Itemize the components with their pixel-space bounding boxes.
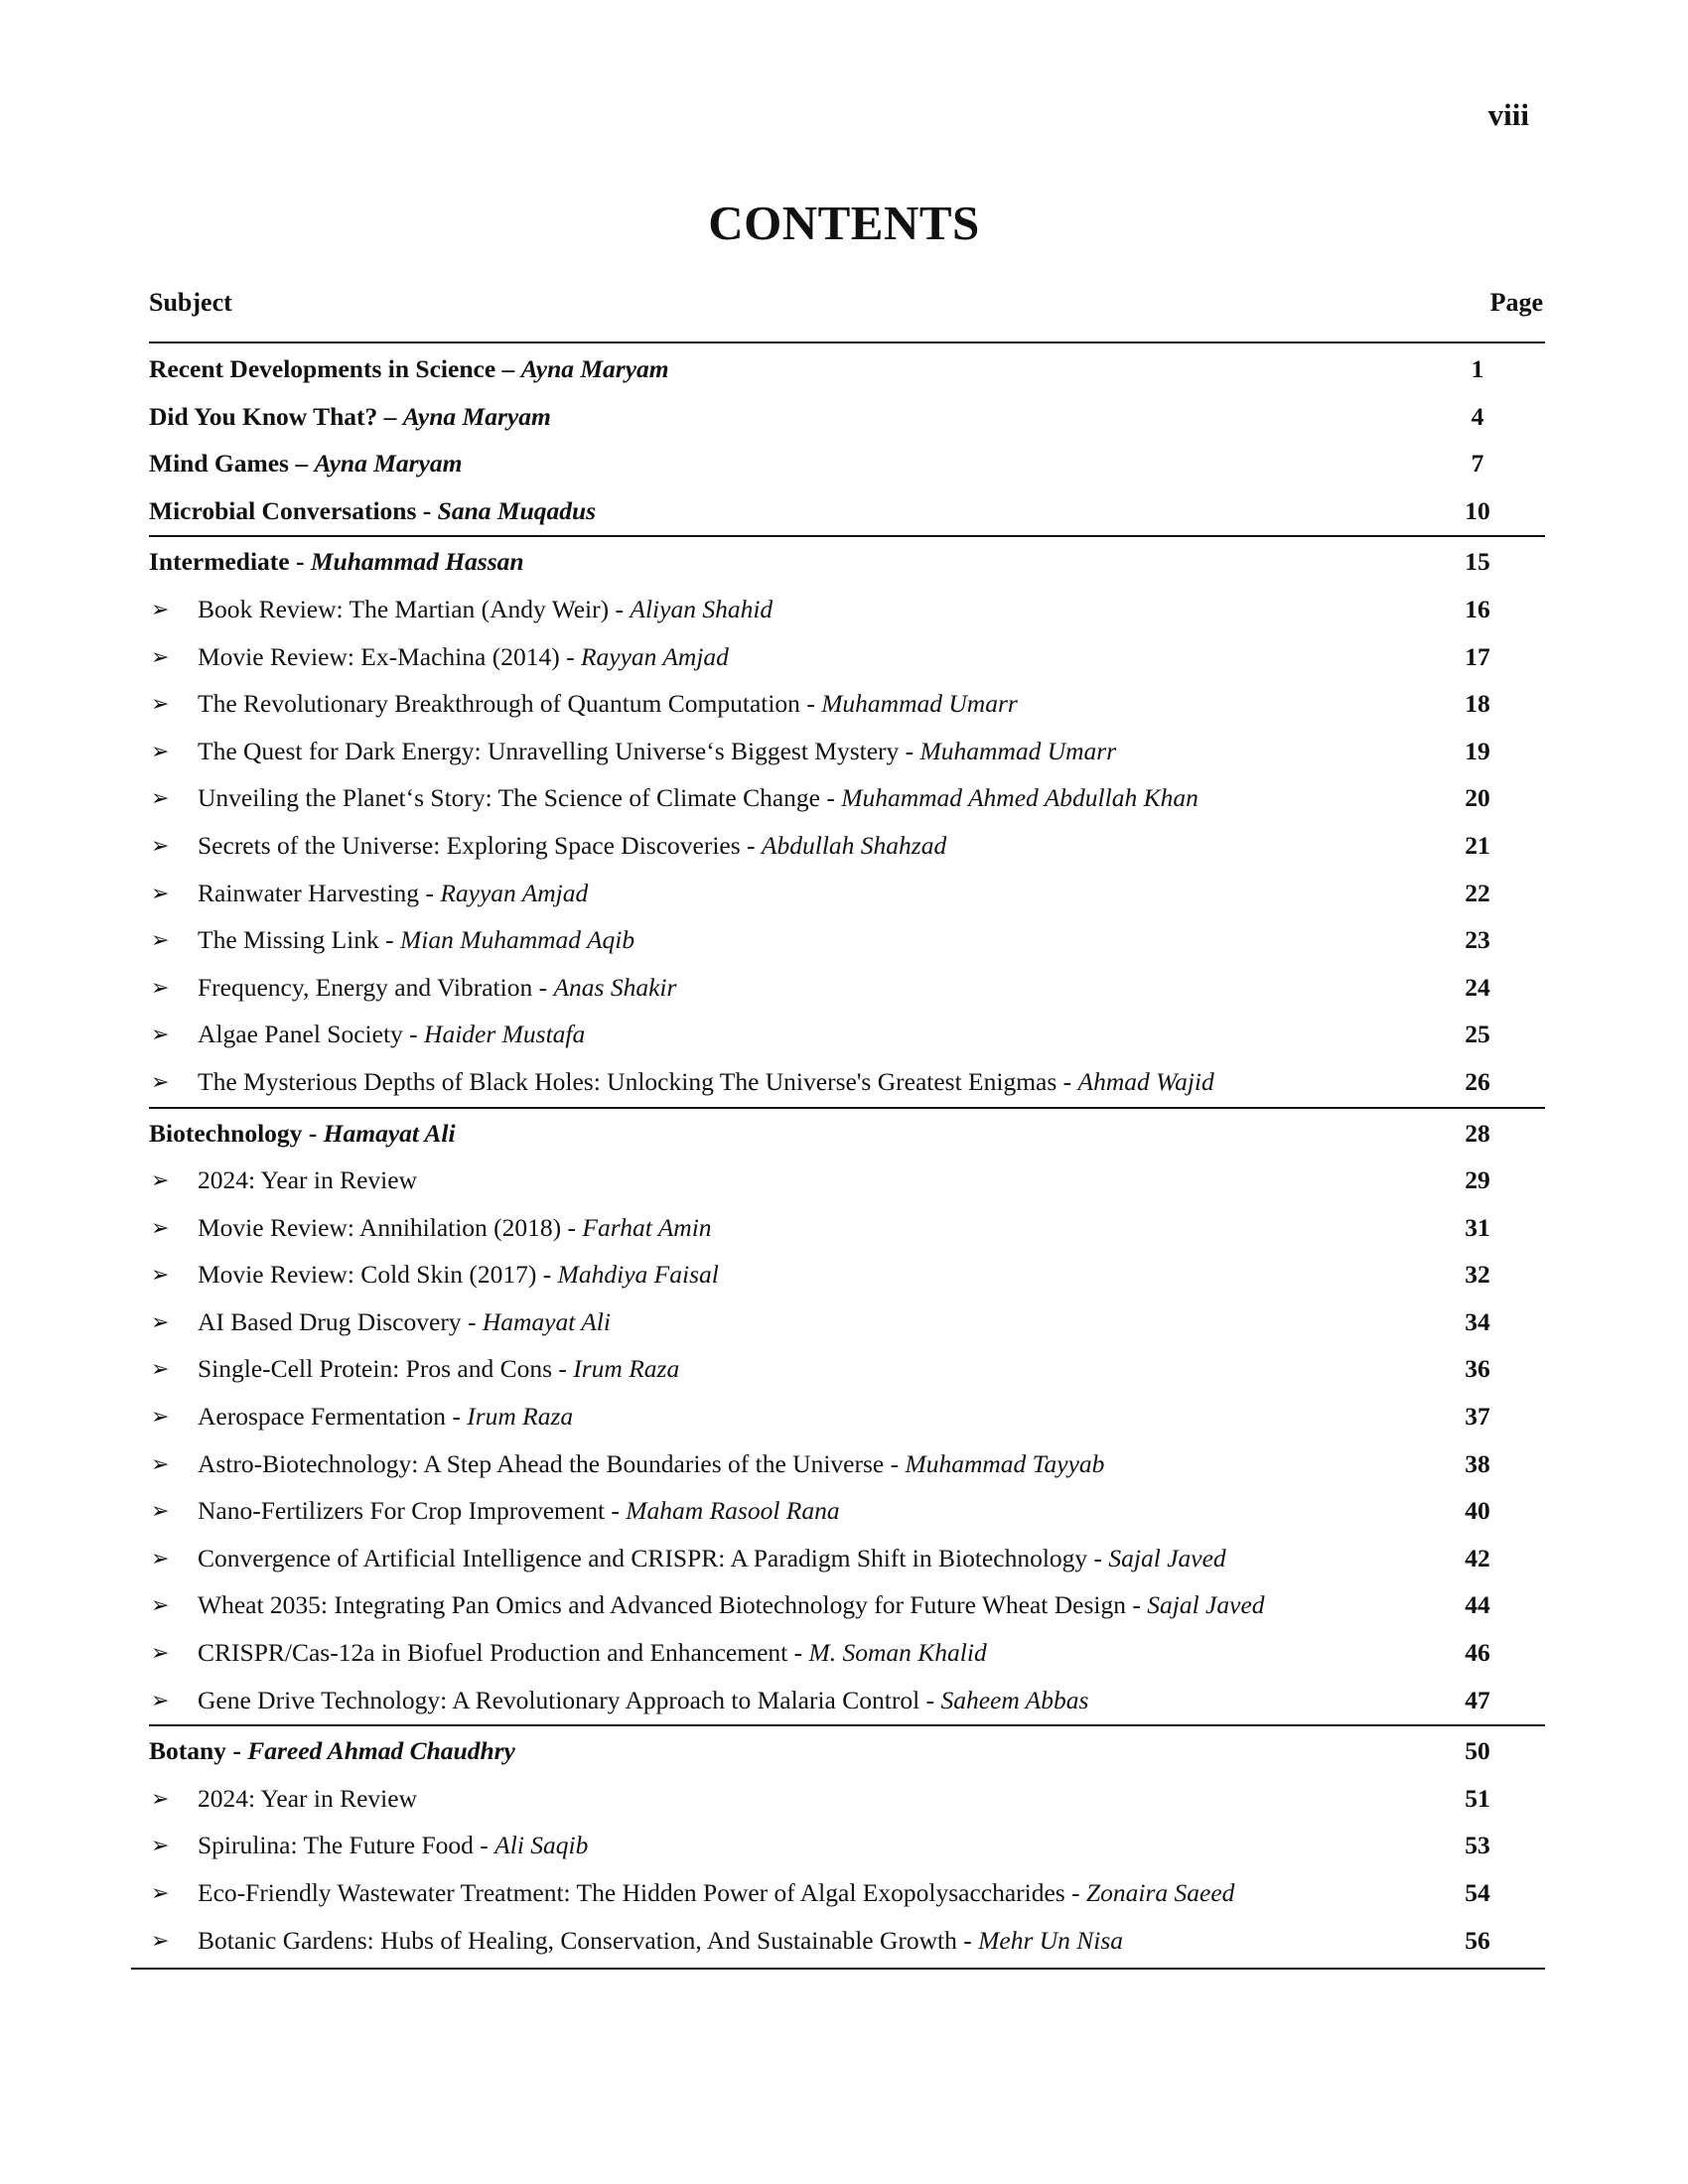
entry-title: Rainwater Harvesting [198,878,420,907]
entry-author: Saheem Abbas [940,1685,1089,1714]
arrowhead-bullet-icon: ➢ [151,1356,170,1382]
entry-title: Single-Cell Protein: Pros and Cons [198,1354,552,1384]
entry-page-number: 37 [1465,1402,1490,1432]
toc-article-entry[interactable] [149,1581,1545,1629]
entry-page-number: 34 [1465,1306,1490,1336]
entry-text [198,870,588,917]
arrowhead-bullet-icon: ➢ [151,974,170,1000]
entry-text [149,440,462,487]
entry-separator: - [605,1496,627,1526]
entry-title: Book Review: The Martian (Andy Weir) [198,594,610,623]
entry-title: Biotechnology [149,1118,303,1148]
entry-separator: - [819,783,842,813]
entry-text [198,1917,1123,1965]
arrowhead-bullet-icon: ➢ [151,927,170,953]
toc-article-entry[interactable] [149,1298,1545,1346]
toc-section-entry[interactable] [149,440,1545,487]
entry-title: Movie Review: Annihilation (2018) [198,1212,562,1242]
entry-title: AI Based Drug Discovery [198,1306,462,1336]
entry-text [198,1629,987,1677]
entry-page-number: 26 [1465,1066,1490,1096]
entry-separator: - [559,641,581,671]
entry-separator: - [289,547,311,577]
entry-title: Spirulina: The Future Food [198,1831,474,1860]
toc-article-entry[interactable] [149,964,1545,1012]
entry-page-number: 7 [1471,449,1484,478]
page-column-header: Page [1489,288,1543,317]
entry-page-number: 38 [1465,1448,1490,1478]
toc-article-entry[interactable] [149,1011,1545,1058]
toc-article-entry[interactable] [149,1917,1545,1965]
toc-article-entry[interactable] [149,1345,1545,1393]
entry-separator: - [899,736,920,765]
entry-separator: - [799,689,822,719]
entry-title: Aerospace Fermentation [198,1402,446,1432]
entry-author: Rayyan Amjad [580,641,729,671]
entry-author: Sajal Javed [1108,1543,1226,1572]
entry-separator: - [552,1354,574,1384]
toc-article-entry[interactable] [149,1058,1545,1106]
toc-article-entry[interactable] [149,1822,1545,1869]
entry-page-number: 21 [1465,830,1490,860]
entry-separator: - [225,1736,248,1766]
entry-page-number: 46 [1465,1638,1490,1668]
toc-article-entry[interactable] [149,1487,1545,1535]
entry-title: Secrets of the Universe: Exploring Space Discoveries [198,830,741,860]
entry-title: Nano-Fertilizers For Crop Improvement [198,1496,606,1526]
arrowhead-bullet-icon: ➢ [151,1880,170,1905]
arrowhead-bullet-icon: ➢ [151,1022,170,1047]
arrowhead-bullet-icon: ➢ [151,832,170,858]
arrowhead-bullet-icon: ➢ [151,1545,170,1570]
entry-separator: - [378,925,400,955]
section-divider [149,1107,1545,1109]
toc-article-entry[interactable] [149,1677,1545,1724]
entry-author: M. Soman Khalid [808,1638,987,1668]
entry-title: Convergence of Artificial Intelligence and CRISPR: A Paradigm Shift in Biotechnology [198,1543,1088,1572]
toc-article-entry[interactable] [149,1393,1545,1440]
entry-author: Muhammad Umarr [919,736,1117,765]
arrowhead-bullet-icon: ➢ [151,691,170,717]
arrowhead-bullet-icon: ➢ [151,1833,170,1858]
toc-section-entry[interactable] [149,1110,1545,1158]
entry-text [198,633,729,681]
entry-author: Abdullah Shahzad [761,830,947,860]
entry-text [149,1727,515,1775]
entry-title: The Quest for Dark Energy: Unravelling Universe‘s Biggest Mystery [198,736,900,765]
toc-article-entry[interactable] [149,586,1545,633]
entry-page-number: 22 [1465,878,1490,907]
entry-text [198,1251,719,1298]
entry-page-number: 42 [1465,1543,1490,1572]
arrowhead-bullet-icon: ➢ [151,1498,170,1524]
entry-separator: - [532,972,554,1002]
entry-separator: - [473,1831,495,1860]
entry-separator: - [402,1020,425,1049]
entry-text [198,680,1018,728]
entry-page-number: 1 [1471,354,1484,383]
entry-page-number: 50 [1465,1736,1490,1766]
entry-separator: - [1064,1878,1086,1907]
entry-author: Ayna Maryam [314,449,463,478]
entry-text [149,393,551,441]
entry-title: 2024: Year in Review [198,1165,417,1195]
entry-text [149,1110,456,1158]
entry-author: Muhammad Umarr [821,689,1018,719]
table-of-contents [149,345,1545,1970]
entry-text [198,1058,1214,1106]
entry-author: Farhat Amin [582,1212,712,1242]
entry-text [198,1869,1234,1917]
entry-text [198,1204,712,1252]
bottom-rule [131,1968,1545,1970]
entry-page-number: 28 [1465,1118,1490,1148]
entry-title: Unveiling the Planet‘s Story: The Science of Climate Change [198,783,820,813]
entry-separator: - [884,1448,906,1478]
subject-column-header: Subject [149,288,232,317]
entry-page-number: 24 [1465,972,1490,1002]
entry-text [198,1487,840,1535]
entry-separator: – [495,354,521,383]
toc-section-entry[interactable] [149,393,1545,441]
entry-text [149,538,524,586]
toc-article-entry[interactable] [149,633,1545,681]
arrowhead-bullet-icon: ➢ [151,1214,170,1240]
entry-title: Eco-Friendly Wastewater Treatment: The Hidden Power of Algal Exopolysaccharides [198,1878,1065,1907]
entry-page-number: 19 [1465,736,1490,765]
entry-page-number: 20 [1465,783,1490,813]
entry-page-number: 53 [1465,1831,1490,1860]
entry-separator: - [1126,1590,1148,1620]
entry-author: Sajal Javed [1147,1590,1265,1620]
entry-title: Botany [149,1736,226,1766]
entry-title: The Mysterious Depths of Black Holes: Unlocking The Universe's Greatest Enigmas [198,1066,1057,1096]
entry-author: Ayna Maryam [402,401,551,431]
entry-separator: – [377,401,403,431]
entry-page-number: 17 [1465,641,1490,671]
entry-title: Astro-Biotechnology: A Step Ahead the Boundaries of the Universe [198,1448,885,1478]
arrowhead-bullet-icon: ➢ [151,1927,170,1953]
entry-separator: - [956,1925,979,1955]
toc-article-entry[interactable] [149,1440,1545,1488]
entry-author: Mian Muhammad Aqib [400,925,635,955]
entry-author: Fareed Ahmad Chaudhry [247,1736,515,1766]
entry-author: Anas Shakir [553,972,677,1002]
entry-author: Sana Muqadus [437,495,597,525]
entry-page-number: 16 [1465,594,1490,623]
entry-separator: - [445,1402,468,1432]
entry-author: Ahmad Wajid [1077,1066,1214,1096]
entry-page-number: 36 [1465,1354,1490,1384]
entry-separator: - [302,1118,324,1148]
arrowhead-bullet-icon: ➢ [151,1308,170,1334]
entry-separator: - [461,1306,483,1336]
toc-article-entry[interactable] [149,1535,1545,1582]
entry-text [198,1298,611,1346]
entry-text [198,964,676,1012]
entry-author: Irum Raza [467,1402,574,1432]
entry-separator: - [1087,1543,1109,1572]
entry-page-number: 44 [1465,1590,1490,1620]
entry-title: Recent Developments in Science [149,354,496,383]
entry-author: Ayna Maryam [520,354,669,383]
entry-author: Hamayat Ali [323,1118,456,1148]
entry-title: Gene Drive Technology: A Revolutionary Approach to Malaria Control [198,1685,920,1714]
toc-article-entry[interactable] [149,680,1545,728]
entry-page-number: 54 [1465,1878,1490,1907]
entry-page-number: 15 [1465,547,1490,577]
entry-title: Botanic Gardens: Hubs of Healing, Conservation, And Sustainable Growth [198,1925,957,1955]
toc-section-entry[interactable] [149,345,1545,393]
entry-separator: - [1056,1066,1078,1096]
entry-page-number: 31 [1465,1212,1490,1242]
entry-separator: - [536,1260,558,1290]
entry-text [198,728,1116,775]
toc-article-entry[interactable] [149,916,1545,964]
entry-text [149,487,596,535]
arrowhead-bullet-icon: ➢ [151,880,170,905]
section-divider [149,535,1545,537]
entry-title: Movie Review: Cold Skin (2017) [198,1260,537,1290]
toc-article-entry[interactable] [149,1204,1545,1252]
entry-separator: - [416,495,438,525]
entry-title: Mind Games [149,449,289,478]
entry-page-number: 29 [1465,1165,1490,1195]
entry-separator: – [288,449,315,478]
entry-author: Zonaira Saeed [1085,1878,1235,1907]
entry-separator: - [609,594,631,623]
entry-title: Algae Panel Society [198,1020,403,1049]
entry-text [198,1345,679,1393]
toc-article-entry[interactable] [149,870,1545,917]
entry-text [198,1535,1226,1582]
section-divider [149,1724,1545,1726]
entry-separator: - [919,1685,941,1714]
toc-article-entry[interactable] [149,728,1545,775]
toc-article-entry[interactable] [149,1157,1545,1204]
entry-title: Frequency, Energy and Vibration [198,972,533,1002]
entry-text [198,1775,417,1823]
entry-text [198,1677,1088,1724]
toc-section-entry[interactable] [149,538,1545,586]
arrowhead-bullet-icon: ➢ [151,1640,170,1666]
entry-title: CRISPR/Cas-12a in Biofuel Production and Enhancement [198,1638,788,1668]
entry-text [198,1011,585,1058]
toc-article-entry[interactable] [149,774,1545,822]
entry-author: Irum Raza [573,1354,680,1384]
arrowhead-bullet-icon: ➢ [151,1068,170,1094]
entry-title: Wheat 2035: Integrating Pan Omics and Advanced Biotechnology for Future Wheat Design [198,1590,1127,1620]
entry-author: Mahdiya Faisal [557,1260,719,1290]
entry-author: Haider Mustafa [424,1020,586,1049]
entry-author: Mehr Un Nisa [978,1925,1124,1955]
entry-title: Did You Know That? [149,401,378,431]
page-number: viii [1487,97,1529,132]
entry-title: Movie Review: Ex-Machina (2014) [198,641,560,671]
arrowhead-bullet-icon: ➢ [151,596,170,621]
entry-text [198,1157,417,1204]
entry-text [198,822,946,870]
entry-author: Rayyan Amjad [440,878,589,907]
toc-article-entry[interactable] [149,1251,1545,1298]
arrowhead-bullet-icon: ➢ [151,643,170,669]
arrowhead-bullet-icon: ➢ [151,1262,170,1288]
entry-author: Hamayat Ali [482,1306,611,1336]
entry-title: The Revolutionary Breakthrough of Quantum Computation [198,689,800,719]
entry-page-number: 51 [1465,1783,1490,1813]
toc-section-entry[interactable] [149,487,1545,535]
entry-page-number: 10 [1465,495,1490,525]
arrowhead-bullet-icon: ➢ [151,1167,170,1193]
arrowhead-bullet-icon: ➢ [151,1450,170,1476]
page-title: CONTENTS [708,196,980,250]
arrowhead-bullet-icon: ➢ [151,1785,170,1811]
entry-text [198,916,634,964]
entry-text [198,774,1198,822]
entry-author: Ali Saqib [494,1831,589,1860]
entry-page-number: 18 [1465,689,1490,719]
entry-separator: - [740,830,762,860]
entry-title: The Missing Link [198,925,379,955]
header-rule [149,341,1545,343]
entry-page-number: 47 [1465,1685,1490,1714]
arrowhead-bullet-icon: ➢ [151,738,170,763]
toc-article-entry[interactable] [149,822,1545,870]
arrowhead-bullet-icon: ➢ [151,785,170,811]
entry-page-number: 32 [1465,1260,1490,1290]
toc-section-entry[interactable] [149,1727,1545,1775]
entry-separator: - [561,1212,583,1242]
entry-title: Intermediate [149,547,290,577]
arrowhead-bullet-icon: ➢ [151,1592,170,1618]
entry-page-number: 25 [1465,1020,1490,1049]
entry-page-number: 4 [1471,401,1484,431]
entry-text [198,1440,1104,1488]
entry-page-number: 23 [1465,925,1490,955]
entry-separator: - [787,1638,809,1668]
arrowhead-bullet-icon: ➢ [151,1404,170,1430]
entry-separator: - [419,878,441,907]
arrowhead-bullet-icon: ➢ [151,1687,170,1712]
entry-author: Muhammad Ahmed Abdullah Khan [841,783,1198,813]
entry-author: Muhammad Hassan [310,547,524,577]
entry-text [198,586,773,633]
entry-page-number: 56 [1465,1925,1490,1955]
entry-author: Muhammad Tayyab [905,1448,1105,1478]
entry-text [198,1581,1265,1629]
entry-text [149,345,669,393]
toc-article-entry[interactable] [149,1775,1545,1823]
entry-author: Maham Rasool Rana [626,1496,840,1526]
toc-article-entry[interactable] [149,1869,1545,1917]
entry-title: Microbial Conversations [149,495,417,525]
entry-author: Aliyan Shahid [630,594,774,623]
entry-text [198,1822,588,1869]
entry-page-number: 40 [1465,1496,1490,1526]
entry-text [198,1393,573,1440]
toc-article-entry[interactable] [149,1629,1545,1677]
entry-title: 2024: Year in Review [198,1783,417,1813]
